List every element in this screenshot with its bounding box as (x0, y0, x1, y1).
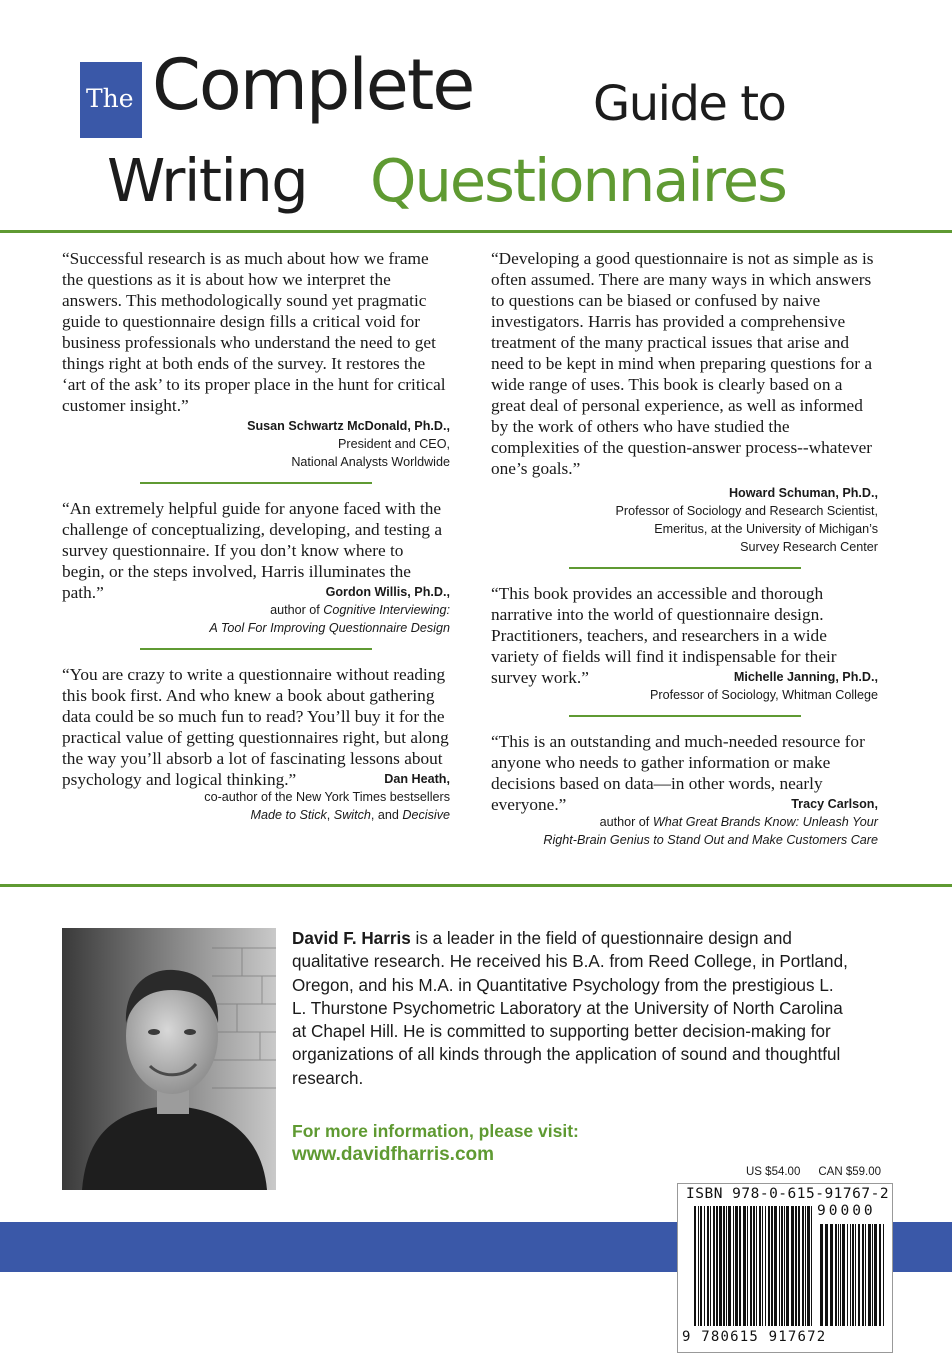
attribution-line: President and CEO, (337, 437, 450, 451)
barcode-bar (728, 1206, 731, 1326)
author-bio (292, 927, 852, 1090)
book-title: A Tool For Improving Questionnaire Design (209, 621, 450, 635)
barcode-bar (716, 1206, 718, 1326)
quote-divider (569, 567, 801, 569)
barcode-bar (739, 1206, 741, 1326)
price-us: US $54.00 (746, 1166, 801, 1178)
barcode-addon-bar (838, 1224, 839, 1326)
quote-divider (140, 648, 372, 650)
more-info-label: For more information, please visit: (292, 1121, 579, 1141)
barcode-bar (719, 1206, 722, 1326)
quote-attribution (62, 417, 450, 471)
barcode-addon-bar (847, 1224, 848, 1326)
title-the: The (86, 84, 134, 113)
barcode-addon-bar (883, 1224, 884, 1326)
attribution-name: Michelle Janning, Ph.D., (733, 670, 878, 684)
barcode-bar (768, 1206, 770, 1326)
barcode-bar (762, 1206, 763, 1326)
separator: , (326, 808, 334, 822)
author-name: David F. Harris (292, 929, 411, 948)
separator: , and (370, 808, 403, 822)
barcode-bar (707, 1206, 709, 1326)
title-questionnaires: Questionnaires (370, 146, 786, 215)
attribution-name: Susan Schwartz McDonald, Ph.D., (247, 419, 450, 433)
attribution-line (62, 806, 450, 824)
attribution-line: National Analysts Worldwide (291, 455, 450, 469)
section-divider (0, 884, 952, 887)
barcode-addon-bar (820, 1224, 823, 1326)
barcode-bar (723, 1206, 725, 1326)
barcode-bar (765, 1206, 766, 1326)
quote-text: “Successful research is as much about how we frame the questions as it is about how we interpret the answers. This methodologically sound yet pragmatic guide to questionnaire design fills a critical void for business professionals who understand the need to get things right at both ends of the survey. It restores the ‘art of the ask’ to its proper place in the hunt for critical customer insight.” (62, 249, 446, 415)
author-bio-text: is a leader in the field of questionnaire design and qualitative research. He received his B.A. from Reed College, in Portland, Oregon, and his M.A. in Quantitative Psychology from the prestigious L. L. Thurstone Psychometric Laboratory at the University of North Carolina at Chapel Hill. He is committed to supporting better decision-making for organizations of all kinds through the application of sound and thoughtful research. (292, 929, 848, 1088)
attribution-prefix: author of (270, 603, 324, 617)
barcode-bar (750, 1206, 752, 1326)
barcode-addon-bar (835, 1224, 837, 1326)
book-title: What Great Brands Know: Unleash Your (652, 815, 878, 829)
barcode-bar (771, 1206, 773, 1326)
quote-text: “This is an outstanding and much-needed resource for anyone who needs to gather information or make decisions based on data—in other words, nearly everyone.” (491, 732, 865, 814)
quotes-right-column (491, 248, 878, 849)
book-title: Made to Stick (250, 808, 327, 822)
barcode-bar (698, 1206, 699, 1326)
isbn-number: ISBN 978-0-615-91767-2 (686, 1186, 890, 1202)
barcode-bar (726, 1206, 727, 1326)
barcode-addon-bar (874, 1224, 877, 1326)
barcode-addon-bar (830, 1224, 833, 1326)
price-can: CAN $59.00 (818, 1166, 882, 1178)
attribution-line (491, 831, 878, 849)
barcode-bar (795, 1206, 797, 1326)
quotes-left-column (62, 248, 450, 824)
barcode-bar (781, 1206, 783, 1326)
barcode-bar (791, 1206, 794, 1326)
book-title: Right-Brain Genius to Stand Out and Make Customers Care (543, 833, 878, 847)
barcode-bar (779, 1206, 780, 1326)
barcode-bar (805, 1206, 806, 1326)
quote-attribution (491, 484, 878, 556)
barcode-addon-bar (868, 1224, 871, 1326)
attribution-name: Howard Schuman, Ph.D., (728, 486, 878, 500)
quote-divider (569, 715, 801, 717)
barcode-bar (694, 1206, 696, 1326)
barcode-bar (713, 1206, 715, 1326)
barcode-bar (811, 1206, 812, 1326)
quote-attribution (62, 583, 450, 637)
title-writing: Writing (107, 146, 308, 215)
barcode-addon-bar (855, 1224, 856, 1326)
quote-text: “You are crazy to write a questionnaire without reading this book first. And who knew a book about gathering data could be so much fun to read? You’ll buy it for the practical value of getting questionnaires right, but along the way you’ll absorb a lot of fascinating lessons about psychology and logical thinking.” (62, 665, 449, 789)
barcode-addon-bar (850, 1224, 851, 1326)
barcode-bar (784, 1206, 785, 1326)
book-title: Cognitive Interviewing: (323, 603, 450, 617)
quote-schuman (491, 248, 878, 556)
barcode-addon-bar (862, 1224, 864, 1326)
attribution-name: Tracy Carlson, (791, 797, 878, 811)
quote-divider (140, 482, 372, 484)
quote-text: “This book provides an accessible and thorough narrative into the world of questionnaire design. Practitioners, teachers, and researchers in a wide variety of fields will find it indispensable for their survey work.” (491, 584, 837, 687)
barcode-bar (807, 1206, 810, 1326)
barcode-addon-bar (865, 1224, 866, 1326)
quote-janning (491, 583, 878, 704)
quote-carlson (491, 731, 878, 849)
barcode-addon-bar (825, 1224, 828, 1326)
quote-text: “Developing a good questionnaire is not as simple as is often assumed. There are many ways in which answers to questions can be biased or confused by naive investigators. Harris has provided a comprehensive treatment of the many practical issues that arise and need to be kept in mind when preparing questions for a wide range of uses. This book is clearly based on a great deal of personal experience, as well as informed by the work of others who have studied the complexities of the question-answer process--whatever one’s goals.” (491, 249, 874, 478)
barcode-bar (735, 1206, 738, 1326)
title-guide-to: Guide to (593, 76, 786, 132)
barcode-addon-number: 90000 (817, 1203, 876, 1219)
barcode-bar (747, 1206, 748, 1326)
attribution-line: co-author of the New York Times bestsellers (204, 790, 450, 804)
title-complete: Complete (152, 44, 474, 126)
attribution-line (62, 601, 450, 619)
barcode-bar (759, 1206, 761, 1326)
author-website-link[interactable]: www.davidfharris.com (292, 1144, 495, 1165)
barcode-addon-bar (840, 1224, 841, 1326)
barcode-bar (743, 1206, 746, 1326)
attribution-line (62, 619, 450, 637)
attribution-line: Professor of Sociology and Research Scientist, (615, 504, 878, 518)
attribution-prefix: author of (599, 815, 653, 829)
barcode-ean-number: 9 780615 917672 (682, 1329, 827, 1345)
barcode-addon-bar (842, 1224, 845, 1326)
attribution-name: Dan Heath, (384, 772, 450, 786)
book-title: Switch (333, 808, 371, 822)
barcode-bar (786, 1206, 789, 1326)
barcode-bar (802, 1206, 804, 1326)
barcode-bar (798, 1206, 800, 1326)
attribution-line: Survey Research Center (740, 540, 878, 554)
author-photo-icon (62, 928, 276, 1190)
quote-heath (62, 664, 450, 824)
attribution-line (491, 813, 878, 831)
barcode-graphic (677, 1183, 893, 1353)
book-title: Decisive (402, 808, 450, 822)
barcode-bar (704, 1206, 705, 1326)
barcode-addon-bar (879, 1224, 881, 1326)
quote-willis (62, 498, 450, 637)
barcode-bar (700, 1206, 702, 1326)
barcode-bar (756, 1206, 757, 1326)
barcode-bar (774, 1206, 777, 1326)
barcode-bar (733, 1206, 734, 1326)
quote-mcdonald (62, 248, 450, 471)
author-photo (62, 928, 276, 1190)
barcode-bar (710, 1206, 711, 1326)
barcode-bar (753, 1206, 755, 1326)
attribution-line: Emeritus, at the University of Michigan’s (654, 522, 878, 536)
barcode-addon-bar (852, 1224, 854, 1326)
attribution-line: Professor of Sociology, Whitman College (650, 688, 878, 702)
barcode-addon-bar (858, 1224, 860, 1326)
barcode-addon-bar (872, 1224, 873, 1326)
price-list (746, 1166, 881, 1178)
attribution-name: Gordon Willis, Ph.D., (325, 585, 450, 599)
title-divider (0, 230, 952, 233)
quote-text-body: “An extremely helpful guide for anyone faced with the challenge of conceptualizing, developing, and testing a survey questionnaire. If you don’t know where to begin, or the steps involved, Harris illuminates the path.” (62, 499, 443, 602)
